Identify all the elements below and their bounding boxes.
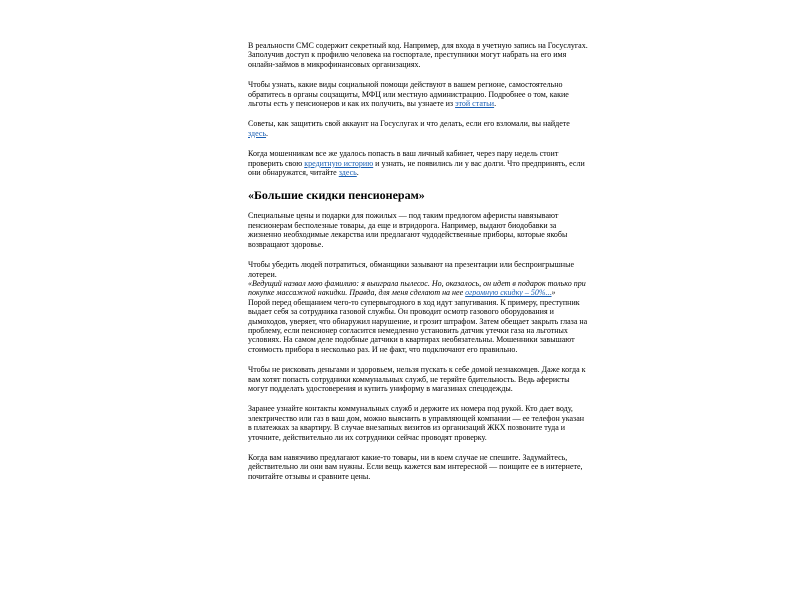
link-here-tips[interactable]: здесь <box>248 128 267 138</box>
paragraph-special-prices: Специальные цены и подарки для пожилых — под таким предлогом аферисты навязывают пенсионерам бесполезные товары, да еще и втридорога. Например, выдают биодобавки за жизненно необходимые лекарства или предлагают чудодейственные приборы, которые якобы возвращают здоровье. <box>248 211 568 249</box>
link-credit-history[interactable]: кредитную историю <box>304 158 374 168</box>
punctuation: . <box>356 168 359 178</box>
quote-text: «Ведущий назвал мою фамилию: я выиграла пылесос. Но, оказалось, он идет в подарок только при покупке массажной накидки. Правда, для меня сделают на нее <box>248 278 586 298</box>
paragraph-gosuslugi-tips <box>248 119 588 138</box>
paragraph-credit-history-text-2: и узнать, не появились ли у вас долги. Что предпринять, если они обнаружатся, читайте <box>248 158 585 178</box>
section-heading: «Большие скидки пенсионерам» <box>248 188 425 203</box>
paragraph-gosuslugi-tips-text: Советы, как защитить свой аккаунт на Госуслугах и что делать, если его взломали, вы найдете <box>248 119 570 129</box>
link-this-article[interactable]: этой статьи <box>455 99 495 109</box>
paragraph-strangers: Чтобы не рисковать деньгами и здоровьем, нельзя пускать к себе домой незнакомцев. Даже когда к вам хотят попасть сотрудники коммунальных служб, не теряйте бдительность. Ведь аферисты могут подделать удостоверения и купить униформу в магазинах спецодежды. <box>248 365 586 393</box>
paragraph-social-help <box>248 80 588 108</box>
quote-close: » <box>551 288 556 298</box>
punctuation: . <box>266 128 269 138</box>
link-here-debts[interactable]: здесь <box>338 168 357 178</box>
article-body <box>248 41 588 492</box>
paragraph-sms-code: В реальности СМС содержит секретный код. Например, для входа в учетную запись на Госуслугах. Заполучив доступ к профилю человека на госпортале, преступники могут набрать на его имя онлайн-займов в микрофинансовых организациях. <box>248 41 588 69</box>
link-discount[interactable]: огромную скидку – 50%... <box>465 288 552 298</box>
paragraph-gas-service: Порой перед обещанием чего-то супервыгодного в ход идут запугивания. К примеру, преступник выдает себя за сотрудника газовой службы. Он проводит осмотр газового оборудования и дымоходов, уверяет, что обнаружил нарушение, и грозит штрафом. Затем обещает закрыть глаза на проблему, если пенсионер согласится немедленно установить датчик утечки газа на льготных условиях. На самом деле подобные датчики в квартирах необязательны. Мошенники завышают стоимость прибора в несколько раз. И не факт, что подключают его правильно. <box>248 297 588 354</box>
punctuation: . <box>494 99 497 109</box>
paragraph-presentations: Чтобы убедить людей потратиться, обманщики зазывают на презентации или беспроигрышные лотереи. <box>248 260 574 279</box>
paragraph-utility-contacts: Заранее узнайте контакты коммунальных служб и держите их номера под рукой. Кто дает воду, электричество или газ в ваш дом, можно выяснить в управляющей компании — ее телефон указан в платежках за квартиру. В случае внезапных визитов из организаций ЖКХ позвоните туда и уточните, действительно ли их сотрудники сейчас проводят проверку. <box>248 404 585 442</box>
paragraph-social-help-text: Чтобы узнать, какие виды социальной помощи действуют в вашем регионе, самостоятельно обратитесь в органы соцзащиты, МФЦ или местную администрацию. Подробнее о том, какие льготы есть у пенсионеров и как их получить, вы узнаете из <box>248 80 569 109</box>
quote-vacuum <box>248 279 588 298</box>
paragraph-credit-history-text-1: Когда мошенникам все же удалось попасть в ваш личный кабинет, через пару недель стоит проверить свою <box>248 149 559 168</box>
paragraph-dont-hurry: Когда вам навязчиво предлагают какие-то товары, ни в коем случае не спешите. Задумайтесь, действительно ли они вам нужны. Если вещь кажется вам интересной — поищите ее в интернете, почитайте отзывы и сравните цены. <box>248 453 583 481</box>
paragraph-credit-history <box>248 149 588 177</box>
